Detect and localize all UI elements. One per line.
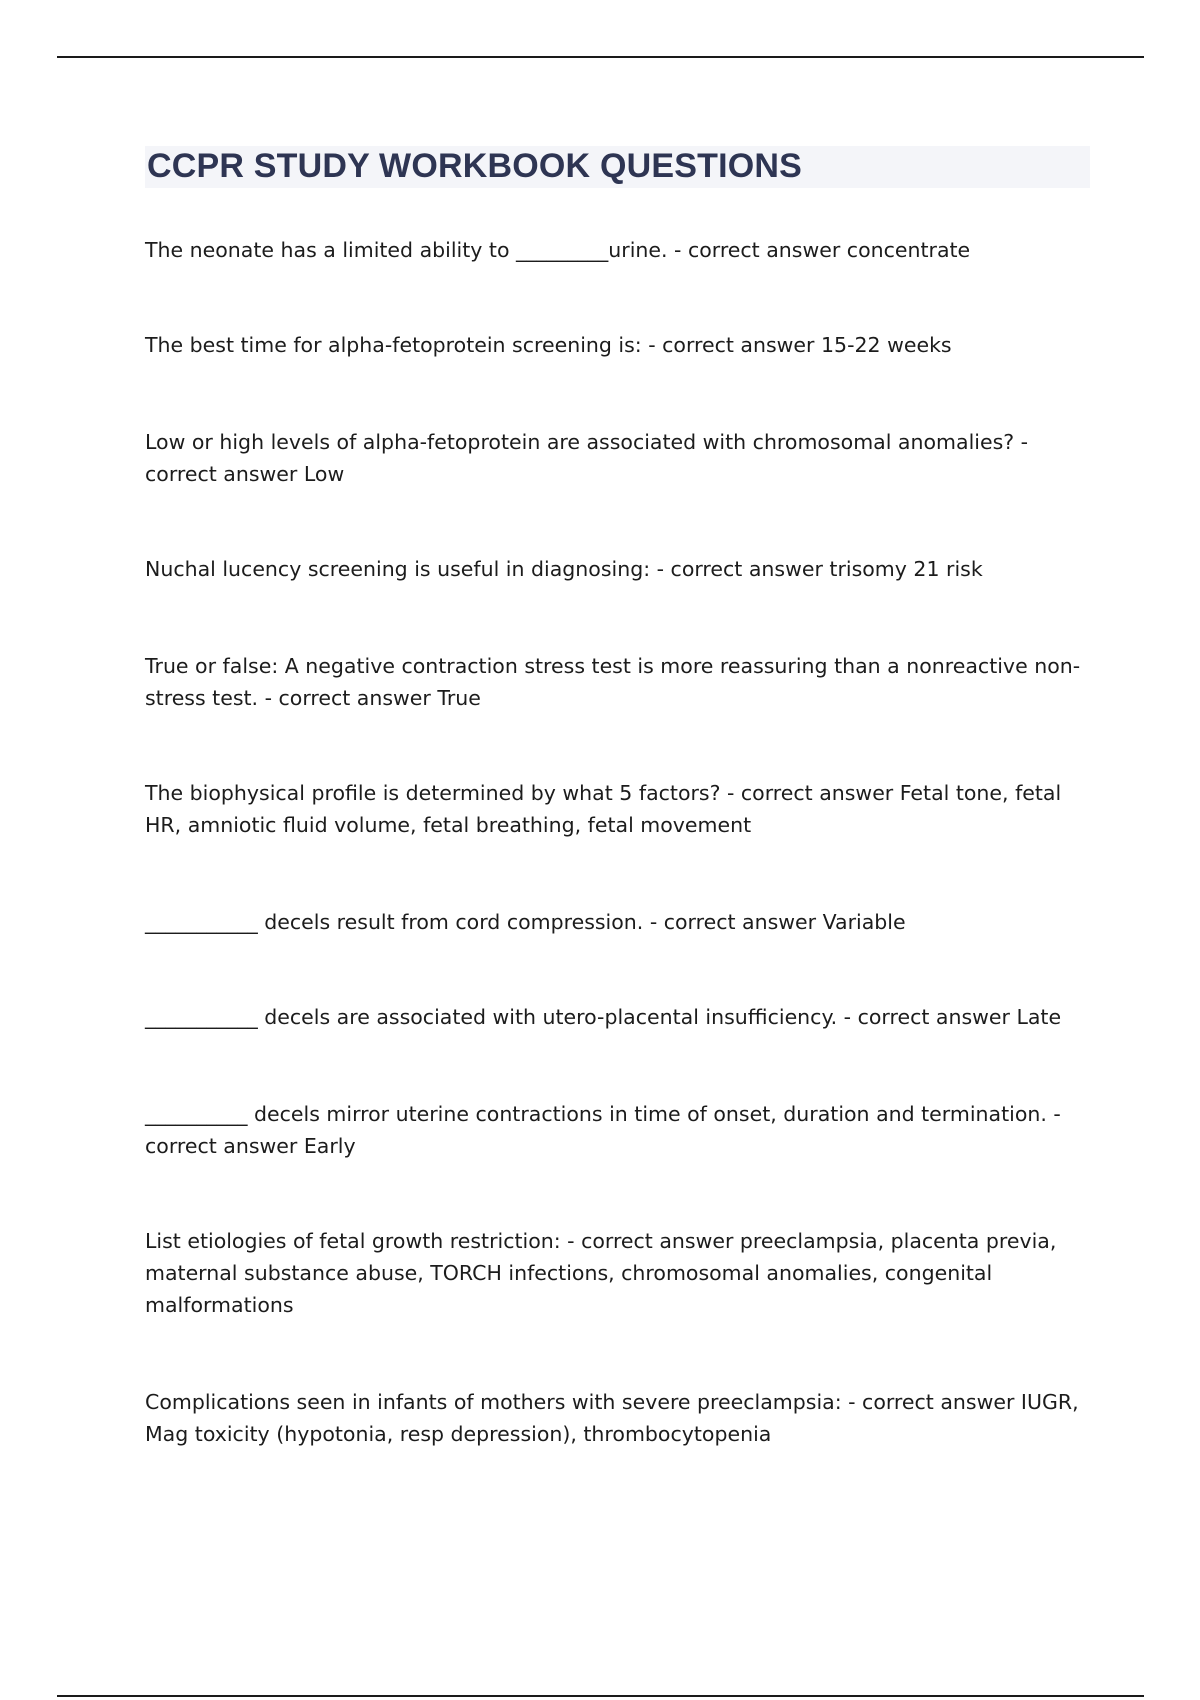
page-title: CCPR STUDY WORKBOOK QUESTIONS [147,147,802,185]
qa-item-4: Nuchal lucency screening is useful in diagnosing: - correct answer trisomy 21 risk [145,557,983,581]
qa-item-2: The best time for alpha-fetoprotein screening is: - correct answer 15-22 weeks [145,333,952,357]
qa-item-1: The neonate has a limited ability to _________urine. - correct answer concentrate [145,238,971,262]
bottom-rule [57,1695,1144,1697]
qa-item-6: The biophysical profile is determined by what 5 factors? - correct answer Fetal tone, fetal HR, amniotic fluid volume, fetal breathing, fetal movement [145,781,1062,837]
qa-item-11: Complications seen in infants of mothers with severe preeclampsia: - correct answer IUGR, Mag toxicity (hypotonia, resp depression), thrombocytopenia [145,1390,1079,1446]
qa-item-10: List etiologies of fetal growth restriction: - correct answer preeclampsia, placenta previa, maternal substance abuse, TORCH infections, chromosomal anomalies, congenital malformations [145,1229,1057,1317]
top-rule [57,56,1144,58]
qa-item-5: True or false: A negative contraction stress test is more reassuring than a nonreactive non-stress test. - correct answer True [145,654,1081,710]
qa-item-7: ___________ decels result from cord compression. - correct answer Variable [145,910,906,934]
qa-item-9: __________ decels mirror uterine contractions in time of onset, duration and termination. - correct answer Early [145,1102,1061,1158]
qa-item-8: ___________ decels are associated with utero-placental insufficiency. - correct answer Late [145,1005,1062,1029]
qa-item-3: Low or high levels of alpha-fetoprotein are associated with chromosomal anomalies? - correct answer Low [145,430,1029,486]
